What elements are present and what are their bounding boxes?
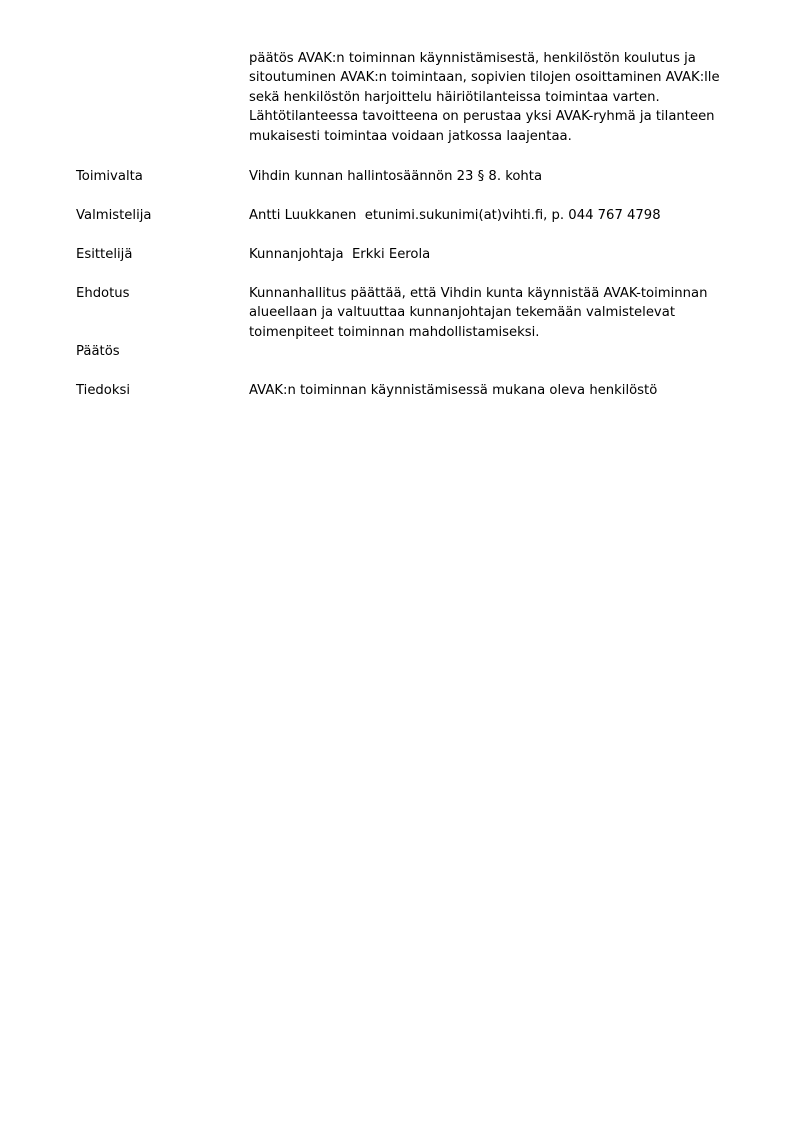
valmistelija-text: Antti Luukkanen etunimi.sukunimi(at)vihti.fi, p. 044 767 4798 (249, 208, 661, 223)
ehdotus-label: Ehdotus (76, 286, 130, 301)
ehdotus-line: alueellaan ja valtuuttaa kunnanjohtajan tekemään valmistelevat (249, 305, 675, 321)
toimivalta-text: Vihdin kunnan hallintosäännön 23 § 8. kohta (249, 169, 543, 184)
intro-line: Lähtötilanteessa tavoitteena on perustaa yksi AVAK-ryhmä ja tilanteen (249, 109, 715, 125)
ehdotus-line: Kunnanhallitus päättää, että Vihdin kunta käynnistää AVAK-toiminnan (249, 286, 708, 301)
toimivalta-label: Toimivalta (76, 169, 143, 184)
valmistelija-value (249, 206, 749, 225)
tiedoksi-label: Tiedoksi (76, 383, 131, 398)
esittelija-label: Esittelijä (76, 247, 133, 262)
intro-line: päätös AVAK:n toiminnan käynnistämisestä, henkilöstön koulutus ja (249, 51, 696, 66)
esittelija-text: Kunnanjohtaja Erkki Eerola (249, 247, 431, 262)
tiedoksi-value (249, 381, 749, 400)
intro-paragraph (249, 49, 749, 146)
intro-line: sitoutuminen AVAK:n toimintaan, sopivien tilojen osoittaminen AVAK:lle (249, 70, 720, 86)
ehdotus-line: toimenpiteet toiminnan mahdollistamiseksi. (249, 324, 540, 340)
intro-line: sekä henkilöstön harjoittelu häiriötilanteissa toimintaa varten. (249, 89, 660, 105)
intro-line: mukaisesti toimintaa voidaan jatkossa laajentaa. (249, 128, 572, 144)
ehdotus-value (249, 284, 749, 342)
paatos-label: Päätös (76, 344, 120, 359)
toimivalta-value (249, 167, 749, 186)
tiedoksi-text: AVAK:n toiminnan käynnistämisessä mukana oleva henkilöstö (249, 383, 658, 398)
valmistelija-label: Valmistelija (76, 208, 152, 223)
esittelija-value (249, 245, 749, 264)
